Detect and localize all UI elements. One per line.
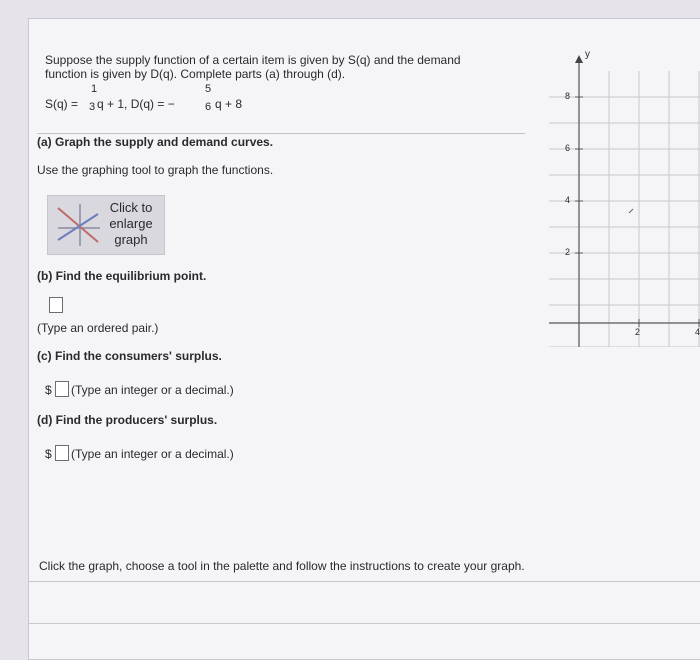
- y-tick-label-8: 8: [565, 91, 571, 101]
- part-c-label: (c) Find the consumers' surplus.: [37, 349, 222, 363]
- producers-surplus-dollar: $: [45, 447, 52, 461]
- problem-text: [45, 53, 525, 81]
- graph-instruction: Click the graph, choose a tool in the palette and follow the instructions to create your graph.: [39, 559, 525, 573]
- x-tick-label-4: 4: [695, 327, 700, 337]
- x-tick-label-2: 2: [635, 327, 641, 337]
- enlarge-label-line-3: graph: [114, 232, 148, 247]
- graph-thumbnail-icon: [54, 202, 102, 248]
- enlarge-label-line-1: Click to: [109, 200, 153, 215]
- part-b-hint: (Type an ordered pair.): [37, 321, 159, 335]
- consumers-surplus-input[interactable]: [55, 381, 69, 397]
- question-page: [28, 18, 700, 660]
- demand-rest: q + 8: [215, 97, 243, 111]
- enlarge-graph-button[interactable]: [47, 195, 165, 255]
- consumers-surplus-dollar: $: [45, 383, 52, 397]
- enlarge-label-line-2: enlarge: [109, 216, 153, 231]
- y-tick-label-6: 6: [565, 143, 571, 153]
- cursor-mark: [629, 209, 633, 213]
- equilibrium-answer-input[interactable]: [49, 297, 63, 313]
- part-d-hint: (Type an integer or a decimal.): [71, 447, 234, 461]
- y-tick-label-4: 4: [565, 195, 571, 205]
- problem-line-2: function is given by D(q). Complete parts (a) through (d).: [45, 67, 346, 81]
- demand-fraction-numerator: 5: [205, 83, 212, 95]
- part-c-hint: (Type an integer or a decimal.): [71, 383, 234, 397]
- footer-divider: [29, 581, 700, 582]
- part-b-label: (b) Find the equilibrium point.: [37, 269, 207, 283]
- page-bottom-divider: [29, 623, 700, 624]
- part-a-label: (a) Graph the supply and demand curves.: [37, 135, 274, 149]
- enlarge-label: [104, 200, 158, 248]
- problem-statement: [37, 49, 525, 134]
- part-a-instruction: Use the graphing tool to graph the functions.: [37, 163, 274, 177]
- graph-area[interactable]: [545, 47, 700, 347]
- equation: [45, 83, 345, 123]
- part-d-label: (d) Find the producers' surplus.: [37, 413, 218, 427]
- y-axis-arrow-icon: [575, 55, 583, 63]
- problem-line-1: Suppose the supply function of a certain item is given by S(q) and the demand: [45, 53, 461, 67]
- supply-rest: q + 1, D(q) = −: [97, 97, 175, 111]
- equation-prefix: S(q) =: [45, 97, 79, 111]
- supply-fraction-denominator: 3: [89, 101, 96, 113]
- supply-fraction-numerator: 1: [91, 83, 98, 95]
- producers-surplus-input[interactable]: [55, 445, 69, 461]
- y-axis-label: y: [585, 49, 590, 60]
- y-tick-label-2: 2: [565, 247, 571, 257]
- demand-fraction-denominator: 6: [205, 101, 212, 113]
